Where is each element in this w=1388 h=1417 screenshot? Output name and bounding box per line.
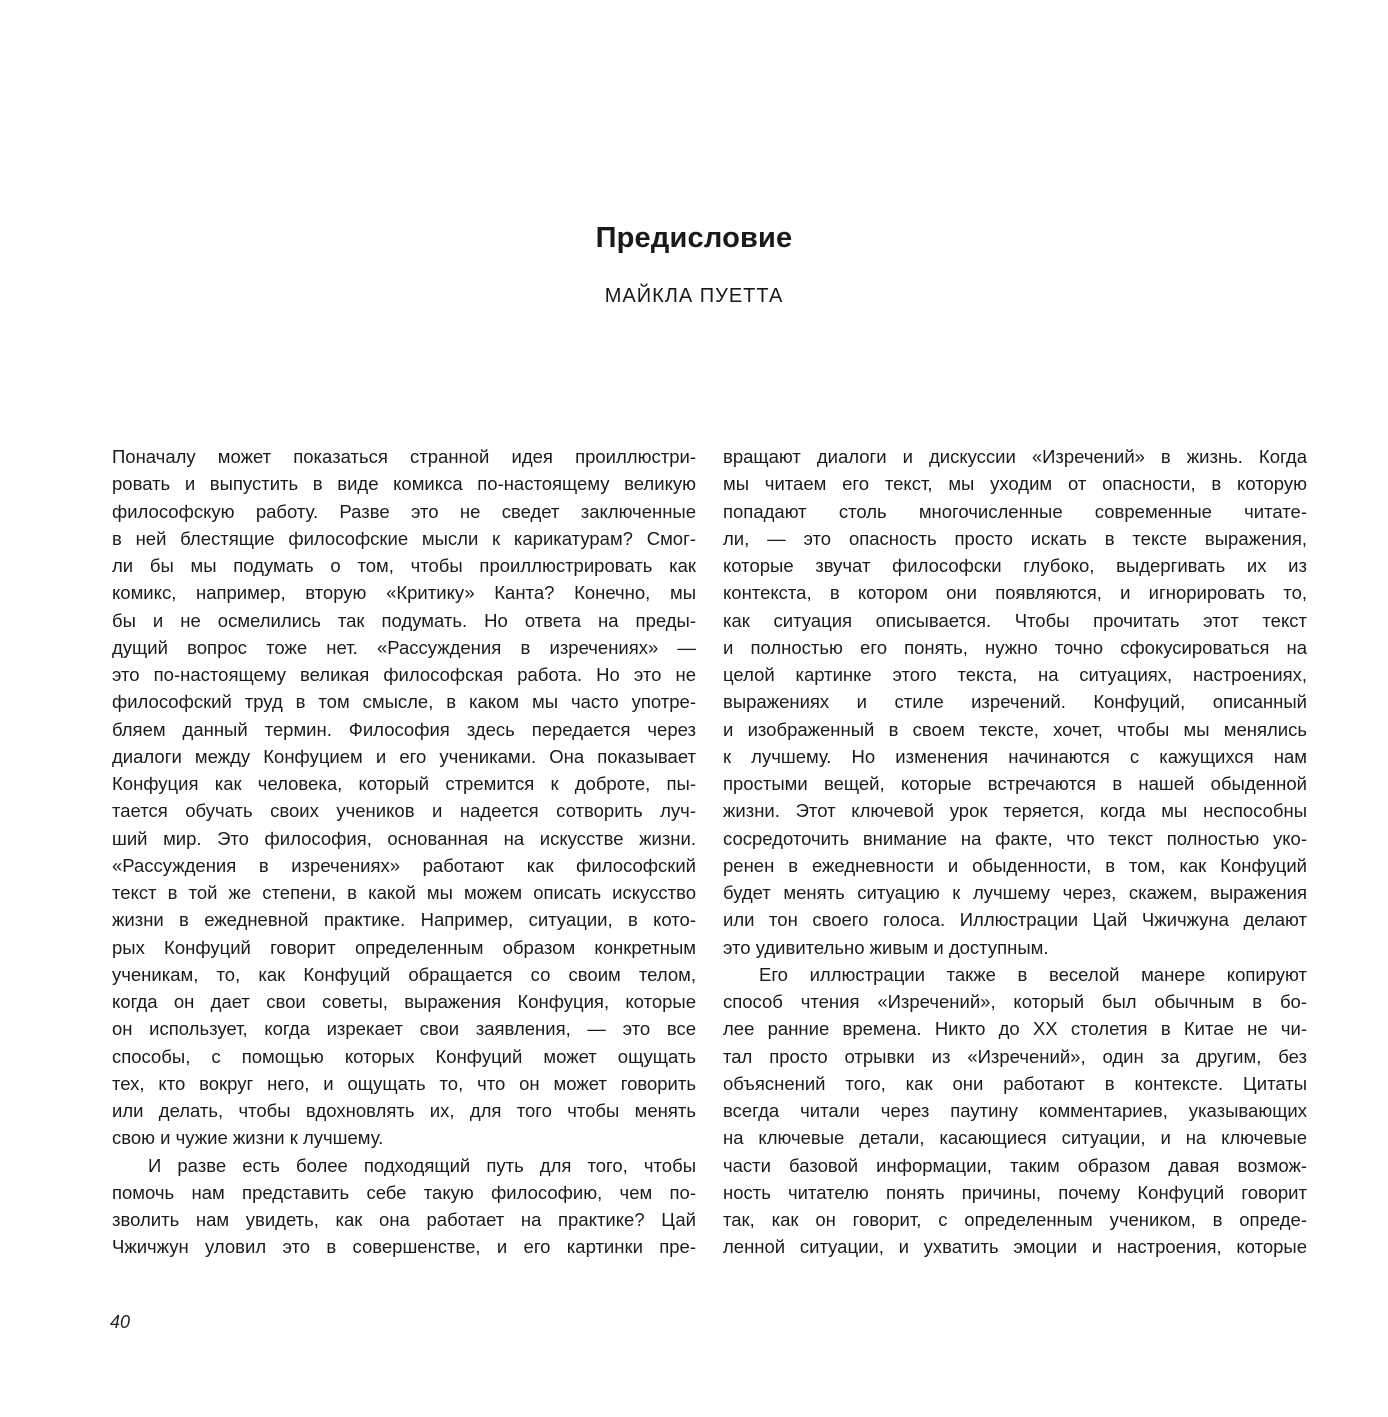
text-line: ность читателю понять причины, почему Конфуций говорит	[723, 1181, 1307, 1203]
page-title: Предисловие	[595, 222, 793, 254]
page-number: 40	[110, 1312, 131, 1332]
text-line: комикс, например, вторую «Критику» Канта? Конечно, мы	[112, 582, 696, 604]
text-line: которые звучат философски глубоко, выдергивать их из	[723, 555, 1307, 576]
text-line: как ситуация описывается. Чтобы прочитать этот текст	[723, 609, 1307, 631]
text-line: это удивительно живым и доступным.	[723, 936, 1049, 958]
text-line: части базовой информации, таким образом давая возмож-	[723, 1154, 1307, 1176]
text-line: попадают столь многочисленные современные читате-	[723, 500, 1307, 522]
text-line: будет менять ситуацию к лучшему через, скажем, выражения	[723, 882, 1307, 903]
text-line: выражениях и стиле изречений. Конфуций, описанный	[723, 691, 1307, 713]
text-line: мы читаем его текст, мы уходим от опасности, в которую	[723, 473, 1307, 495]
text-line: объяснений того, как они работают в контексте. Цитаты	[723, 1072, 1307, 1094]
text-line: ший мир. Это философия, основанная на искусстве жизни.	[112, 827, 696, 849]
text-line: или тон своего голоса. Иллюстрации Цай Чжичжуна делают	[723, 909, 1307, 931]
text-line: «Рассуждения в изречениях» работают как философский	[112, 854, 696, 876]
text-line: помочь нам представить себе такую философию, чем по-	[112, 1181, 696, 1203]
text-line: или делать, чтобы вдохновлять их, для того чтобы менять	[112, 1100, 696, 1121]
text-line: тал просто отрывки из «Изречений», один за другим, без	[723, 1045, 1307, 1067]
text-line: диалоги между Конфуцием и его учениками. Она показывает	[112, 745, 696, 767]
text-line: бы и не осмелились так подумать. Но ответа на преды-	[112, 609, 696, 631]
text-line: ученикам, то, как Конфуций обращается со своим телом,	[112, 963, 696, 985]
text-line: и полностью его понять, нужно точно сфокусироваться на	[723, 636, 1307, 658]
text-line: в ней блестящие философские мысли к карикатурам? Смог-	[112, 527, 696, 549]
text-line: лее ранние времена. Никто до XX столетия в Китае не чи-	[723, 1018, 1307, 1040]
text-line: на ключевые детали, касающиеся ситуации, и на ключевые	[723, 1127, 1307, 1149]
text-line: тех, кто вокруг него, и ощущать то, что он может говорить	[112, 1072, 696, 1094]
text-line: способ чтения «Изречений», который был обычным в бо-	[723, 991, 1307, 1012]
text-line: жизни в ежедневной практике. Например, ситуации, в кото-	[112, 909, 696, 931]
author-subtitle: МАЙКЛА ПУЕТТА	[604, 285, 784, 307]
text-line: всегда читали через паутину комментариев, указывающих	[723, 1100, 1307, 1121]
text-line: философскую работу. Разве это не сведет заключенные	[112, 500, 696, 522]
text-line: ли, — это опасность просто искать в тексте выражения,	[723, 527, 1307, 549]
right-column	[723, 443, 1307, 1261]
text-line: ли бы мы подумать о том, чтобы проиллюстрировать как	[112, 555, 696, 576]
text-line: так, как он говорит, с определенным учеником, в опреде-	[723, 1209, 1307, 1230]
text-line: рых Конфуций говорит определенным образом конкретным	[112, 936, 696, 958]
text-line: сосредоточить внимание на факте, что текст полностью уко-	[723, 827, 1307, 849]
text-line: дущий вопрос тоже нет. «Рассуждения в изречениях» —	[112, 636, 696, 658]
text-line: когда он дает свои советы, выражения Конфуция, которые	[112, 991, 696, 1012]
text-line: И разве есть более подходящий путь для того, чтобы	[148, 1154, 696, 1176]
left-column	[112, 443, 696, 1261]
text-line: ленной ситуации, и ухватить эмоции и настроения, которые	[723, 1236, 1307, 1258]
text-line: ренен в ежедневности и обыденности, в том, как Конфуций	[723, 854, 1307, 876]
text-line: это по-настоящему великая философская работа. Но это не	[112, 664, 696, 685]
text-line: вращают диалоги и дискуссии «Изречений» в жизнь. Когда	[723, 446, 1307, 467]
text-line: зволить нам увидеть, как она работает на практике? Цай	[112, 1209, 696, 1230]
text-line: контекста, в котором они появляются, и игнорировать то,	[723, 582, 1307, 604]
text-line: к лучшему. Но изменения начинаются с кажущихся нам	[723, 745, 1307, 767]
text-line: целой картинке этого текста, на ситуациях, настроениях,	[723, 664, 1307, 685]
text-line: Конфуция как человека, который стремится к доброте, пы-	[112, 773, 696, 794]
text-line: Его иллюстрации также в веселой манере копируют	[759, 963, 1307, 985]
text-line: он использует, когда изрекает свои заявления, — это все	[112, 1018, 696, 1040]
text-line: жизни. Этот ключевой урок теряется, когда мы неспособны	[723, 800, 1307, 822]
text-line: Чжичжун уловил это в совершенстве, и его картинки пре-	[112, 1236, 696, 1258]
text-line: философский труд в том смысле, в каком мы часто употре-	[112, 691, 696, 713]
text-line: текст в той же степени, в какой мы можем описать искусство	[112, 882, 696, 903]
text-line: тается обучать своих учеников и надеется сотворить луч-	[112, 800, 696, 822]
text-line: бляем данный термин. Философия здесь передается через	[112, 718, 696, 740]
text-line: ровать и выпустить в виде комикса по-настоящему великую	[112, 473, 696, 495]
text-line: способы, с помощью которых Конфуций может ощущать	[112, 1045, 696, 1067]
text-line: свою и чужие жизни к лучшему.	[112, 1127, 384, 1149]
text-line: простыми вещей, которые встречаются в нашей обыденной	[723, 773, 1307, 794]
text-line: Поначалу может показаться странной идея проиллюстри-	[112, 446, 696, 467]
text-line: и изображенный в своем тексте, хочет, чтобы мы менялись	[723, 718, 1307, 740]
